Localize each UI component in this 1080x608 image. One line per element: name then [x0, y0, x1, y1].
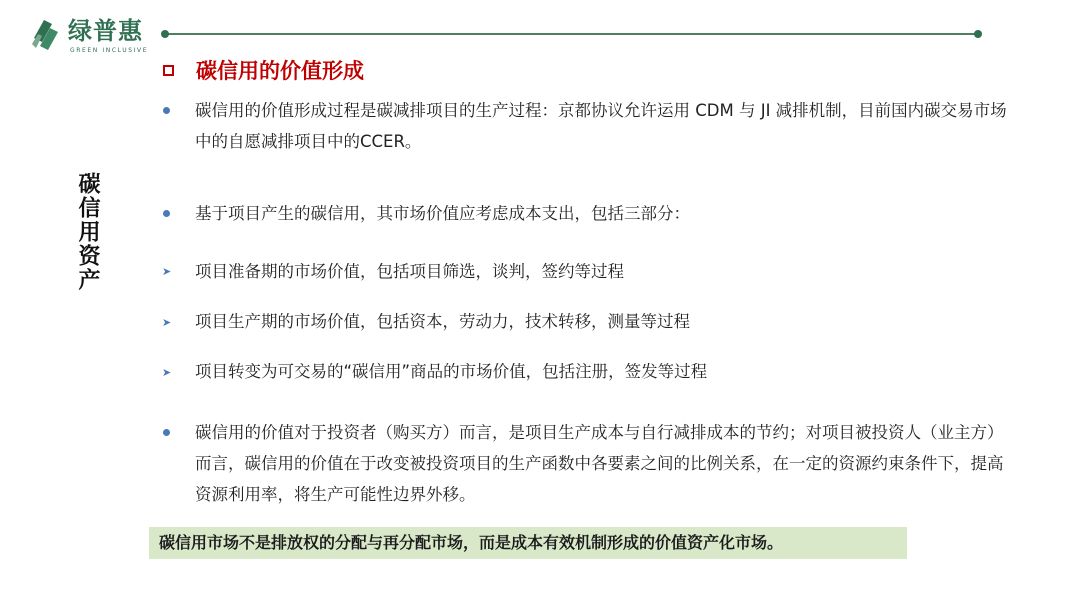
header-divider-dot-left	[161, 30, 169, 38]
logo-name-cn: 绿普惠	[68, 17, 143, 45]
arrow-bullet-icon: ➤	[162, 366, 172, 379]
section-title-text: 碳信用的价值形成	[196, 59, 364, 83]
highlight-text: 碳信用市场不是排放权的分配与再分配市场，而是成本有效机制形成的价值资产化市场。	[159, 533, 784, 552]
logo-name-en: GREEN INCLUSIVE	[70, 47, 149, 54]
title-square-icon	[163, 65, 174, 76]
header-divider	[163, 33, 980, 35]
paragraph-market-value: 基于项目产生的碳信用，其市场价值应考虑成本支出，包括三部分：	[195, 204, 690, 223]
section-title	[163, 56, 364, 84]
side-label: 碳信用资产	[75, 172, 100, 292]
paragraph-investor-value: 碳信用的价值对于投资者（购买方）而言，是项目生产成本与自行减排成本的节约；对项目被投资人（业主方）而言，碳信用的价值在于改变被投资项目的生产函数中各要素之间的比例关系，在一定的资源约束条件下，提高资源利用率，将生产可能性边界外移。	[195, 423, 1004, 504]
arrow-bullet-icon: ➤	[162, 316, 172, 329]
arrow-bullet-icon: ➤	[162, 265, 172, 278]
paragraph-value-formation: 碳信用的价值形成过程是碳减排项目的生产过程：京都协议允许运用 CDM 与 JI 减排机制，目前国内碳交易市场中的自愿减排项目中的CCER。	[195, 101, 1007, 151]
list-item-production: 项目生产期的市场价值，包括资本，劳动力，技术转移，测量等过程	[195, 312, 690, 331]
bullet-dot-icon	[163, 210, 170, 217]
list-item-preparation: 项目准备期的市场价值，包括项目筛选，谈判，签约等过程	[195, 262, 624, 281]
highlight-box	[149, 527, 907, 559]
leaf-logo-icon	[30, 16, 64, 52]
bullet-dot-icon	[163, 107, 170, 114]
logo	[30, 14, 150, 54]
list-item-transformation: 项目转变为可交易的“碳信用”商品的市场价值，包括注册，签发等过程	[195, 362, 708, 381]
header-divider-dot-right	[974, 30, 982, 38]
bullet-dot-icon	[163, 429, 170, 436]
